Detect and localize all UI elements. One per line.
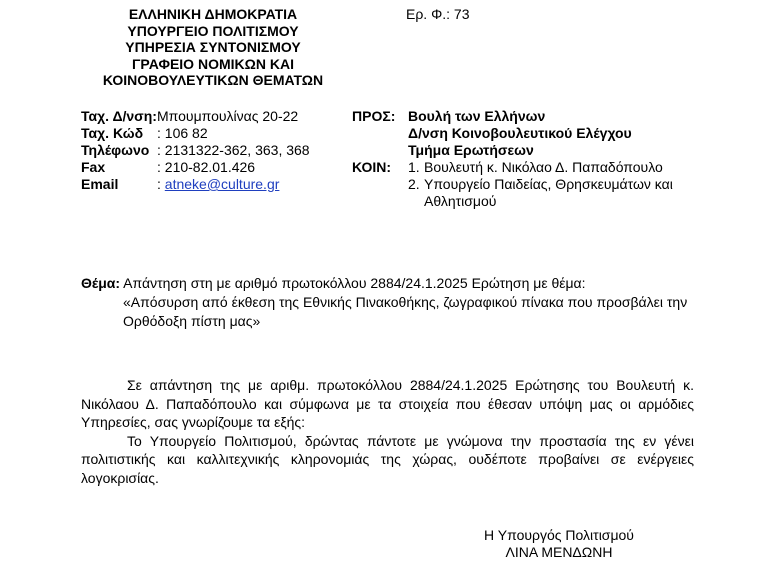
contact-row-fax bbox=[81, 159, 310, 176]
contact-value: : 210-82.01.426 bbox=[157, 159, 256, 175]
contact-value: Μπουμπουλίνας 20-22 bbox=[157, 108, 299, 124]
contact-label: Τηλέφωνο bbox=[81, 142, 150, 158]
recipients-block bbox=[352, 108, 699, 210]
cc-item bbox=[408, 159, 699, 176]
contact-label: Ταχ. Δ/νση: bbox=[81, 108, 157, 124]
cc-number: 2. bbox=[408, 176, 420, 192]
contact-row-postcode bbox=[81, 125, 310, 142]
subject-line bbox=[81, 274, 721, 293]
contact-value: : 2131322-362, 363, 368 bbox=[157, 142, 310, 158]
cc-label: ΚΟΙΝ: bbox=[352, 159, 392, 175]
header-line: ΥΠΟΥΡΓΕΙΟ ΠΟΛΙΤΙΣΜΟΥ bbox=[127, 22, 299, 39]
contact-label: Fax bbox=[81, 159, 106, 175]
cc-item bbox=[408, 176, 699, 210]
cc-text: Βουλευτή κ. Νικόλαο Δ. Παπαδόπουλο bbox=[424, 159, 663, 175]
recipient-cc bbox=[352, 159, 699, 210]
signature-block bbox=[470, 527, 648, 561]
issuer-header bbox=[70, 6, 356, 89]
cc-number: 1. bbox=[408, 159, 420, 175]
contact-value bbox=[157, 176, 279, 193]
header-line: ΚΟΙΝΟΒΟΥΛΕΥΤΙΚΩΝ ΘΕΜΑΤΩΝ bbox=[102, 72, 324, 88]
to-label: ΠΡΟΣ: bbox=[352, 108, 396, 124]
contact-label: Ταχ. Κώδ bbox=[81, 125, 144, 141]
contact-row-email bbox=[81, 176, 310, 193]
header-line: ΕΛΛΗΝΙΚΗ ΔΗΜΟΚΡΑΤΙΑ bbox=[128, 6, 298, 22]
email-link[interactable]: atneke@culture.gr bbox=[164, 176, 280, 192]
contact-block bbox=[81, 108, 310, 193]
signature-name: ΛΙΝΑ ΜΕΝΔΩΝΗ bbox=[505, 544, 613, 560]
email-separator: : bbox=[157, 176, 161, 192]
to-line: Δ/νση Κοινοβουλευτικού Ελέγχου bbox=[408, 125, 632, 141]
cc-text: Υπουργείο Παιδείας, Θρησκευμάτων και Αθλητισμού bbox=[424, 176, 673, 209]
subject-block bbox=[81, 274, 721, 331]
letter-body bbox=[81, 376, 694, 487]
subject-text: Απάντηση στη με αριθμό πρωτοκόλλου 2884/24.1.2025 Ερώτηση με θέμα: bbox=[123, 275, 586, 291]
signature-role: Η Υπουργός Πολιτισμού bbox=[484, 527, 634, 543]
header-line: ΓΡΑΦΕΙΟ ΝΟΜΙΚΩΝ ΚΑΙ bbox=[132, 55, 294, 72]
to-line: Βουλή των Ελλήνων bbox=[408, 108, 546, 124]
header-line: ΥΠΗΡΕΣΙΑ ΣΥΝΤΟΝΙΣΜΟΥ bbox=[125, 39, 301, 55]
subject-label: Θέμα: bbox=[81, 275, 121, 291]
contact-row-address bbox=[81, 108, 310, 125]
contact-row-phone bbox=[81, 142, 310, 159]
body-paragraph: Το Υπουργείο Πολιτισμού, δρώντας πάντοτε με γνώμονα την προστασία της εν γένει πολιτιστικής και καλλιτεχνικής κληρονομιάς της χώρας, ουδέποτε προβαίνει σε ενέργειες λογοκρισίας. bbox=[81, 432, 694, 486]
subject-title: «Απόσυρση από έκθεση της Εθνικής Πινακοθήκης, ζωγραφικού πίνακα που προσβάλει την Ορθόδοξη πίστη μας» bbox=[123, 294, 688, 329]
body-paragraph: Σε απάντηση της με αριθμ. πρωτοκόλλου 2884/24.1.2025 Ερώτησης του Βουλευτή κ. Νικόλαου Δ. Παπαδόπουλο και σύμφωνα με τα στοιχεία που έθεσαν υπόψη μας οι αρμόδιες Υπηρεσίες, σας γνωρίζουμε τα εξής: bbox=[81, 377, 694, 430]
to-line: Τμήμα Ερωτήσεων bbox=[408, 142, 534, 158]
contact-value: : 106 82 bbox=[157, 125, 208, 141]
contact-label: Email bbox=[81, 176, 119, 192]
recipient-to bbox=[352, 108, 699, 159]
protocol-number: Ερ. Φ.: 73 bbox=[406, 6, 470, 22]
